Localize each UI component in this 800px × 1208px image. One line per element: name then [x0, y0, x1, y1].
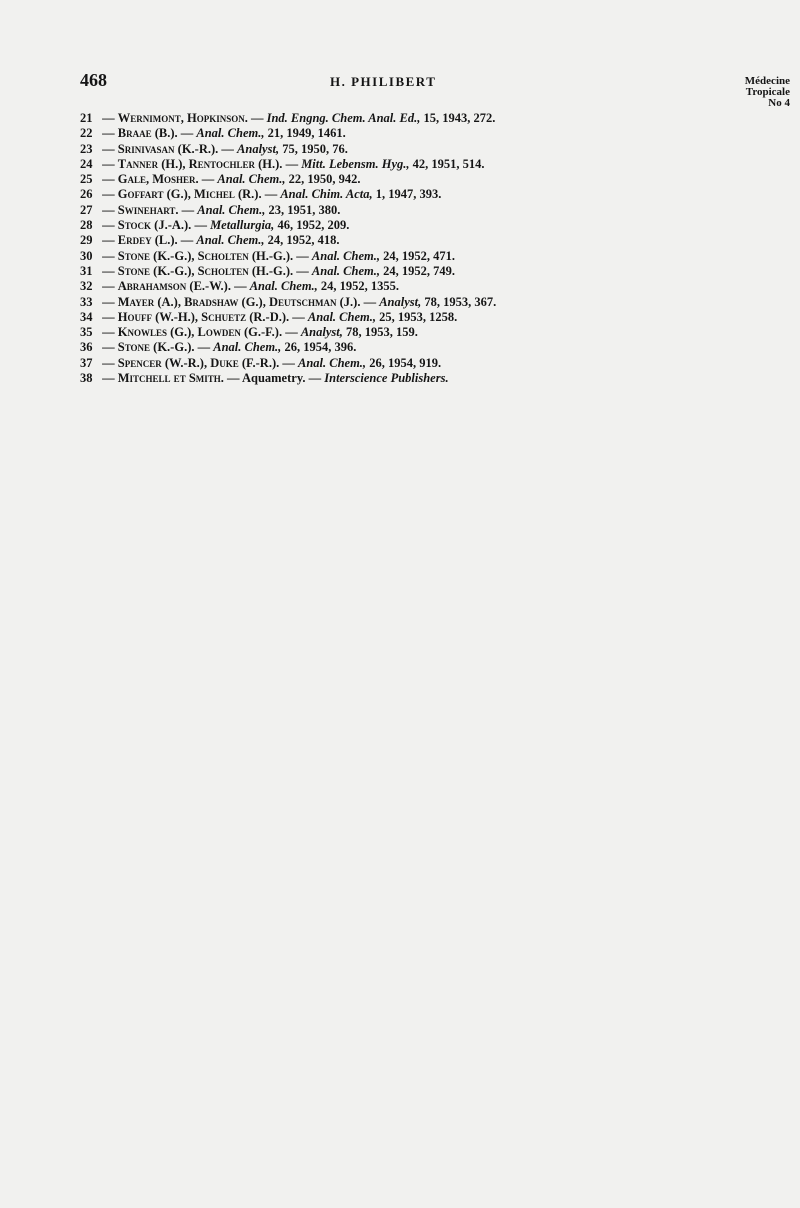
reference-details: 26, 1954, 919.: [366, 355, 442, 370]
reference-journal: Analyst,: [300, 325, 343, 340]
reference-separator: —: [247, 111, 267, 125]
reference-number: 21: [80, 111, 93, 125]
reference-authors: Knowles (G.), Lowden (G.-F.).: [117, 325, 283, 340]
reference-separator: —: [99, 111, 118, 125]
reference-item: [80, 233, 496, 248]
reference-number: 37: [80, 355, 93, 370]
journal-tag-line: Tropicale: [745, 86, 790, 98]
reference-journal: Anal. Chem.,: [197, 202, 266, 217]
reference-details: 75, 1950, 76.: [279, 141, 348, 156]
reference-authors: Srinivasan (K.-R.).: [117, 141, 219, 156]
reference-journal: Anal. Chem.,: [196, 126, 265, 141]
reference-separator: —: [293, 248, 312, 263]
reference-journal: Anal. Chem.,: [213, 340, 282, 355]
reference-separator: —: [99, 263, 118, 278]
reference-item: [80, 218, 496, 233]
reference-number: 30: [80, 248, 93, 263]
reference-separator: —: [194, 340, 214, 355]
reference-item: [80, 356, 496, 371]
reference-authors: Swinehart.: [117, 202, 179, 217]
journal-tag-line: No 4: [768, 97, 790, 109]
reference-separator: —: [99, 233, 118, 248]
reference-authors: Goffart (G.), Michel (R.).: [117, 187, 262, 202]
reference-separator: —: [99, 371, 118, 386]
reference-journal: Anal. Chem.,: [307, 309, 376, 324]
reference-item: [80, 187, 496, 202]
reference-number: 29: [80, 233, 93, 248]
reference-separator: —: [99, 355, 118, 370]
reference-details: 24, 1952, 1355.: [317, 279, 400, 294]
reference-authors: Stone (K.-G.), Scholten (H.-G.).: [117, 263, 294, 278]
reference-authors: Stone (K.-G.), Scholten (H.-G.).: [117, 248, 294, 263]
reference-item: [80, 340, 496, 355]
reference-separator: —: [99, 294, 118, 309]
reference-separator: —: [99, 325, 118, 340]
reference-number: 28: [80, 218, 93, 233]
reference-details: 26, 1954, 396.: [281, 340, 357, 355]
reference-journal: Analyst,: [379, 294, 422, 309]
reference-journal: Ind. Engng. Chem. Anal. Ed.,: [266, 111, 421, 125]
reference-authors: Mayer (A.), Bradshaw (G.), Deutschman (J.).: [117, 294, 361, 309]
reference-journal: Anal. Chem.,: [297, 355, 367, 370]
reference-journal: Anal. Chem.,: [311, 248, 380, 263]
reference-journal: Interscience Publishers.: [324, 371, 449, 386]
reference-item: [80, 142, 496, 157]
reference-details: 24, 1952, 471.: [380, 248, 455, 263]
reference-item: [80, 126, 496, 141]
reference-authors: Tanner (H.), Rentochler (H.).: [117, 156, 283, 171]
reference-authors: Braae (B.).: [117, 126, 178, 141]
reference-separator: — Aquametry. —: [223, 371, 325, 386]
reference-separator: —: [279, 355, 298, 370]
reference-separator: —: [230, 279, 250, 294]
reference-details: 21, 1949, 1461.: [264, 126, 346, 141]
reference-details: 22, 1950, 942.: [285, 172, 361, 187]
reference-number: 38: [80, 371, 93, 386]
reference-number: 33: [80, 294, 93, 309]
reference-number: 24: [80, 156, 93, 171]
reference-details: 78, 1953, 367.: [421, 294, 497, 309]
reference-details: 24, 1952, 418.: [264, 233, 340, 248]
reference-item: [80, 157, 496, 172]
reference-separator: —: [177, 233, 197, 248]
reference-separator: —: [289, 309, 308, 324]
reference-separator: —: [177, 126, 197, 141]
reference-authors: Stock (J.-A.).: [117, 218, 192, 233]
reference-details: 42, 1951, 514.: [409, 156, 485, 171]
reference-item: [80, 264, 496, 279]
reference-separator: —: [293, 263, 312, 278]
reference-journal: Anal. Chim. Acta,: [280, 187, 373, 202]
reference-number: 34: [80, 309, 93, 324]
reference-number: 31: [80, 263, 93, 278]
reference-item: [80, 325, 496, 340]
reference-separator: —: [99, 309, 118, 324]
reference-separator: —: [191, 218, 211, 233]
reference-separator: —: [99, 172, 118, 187]
reference-authors: Spencer (W.-R.), Duke (F.-R.).: [117, 355, 280, 370]
reference-authors: Stone (K.-G.).: [117, 340, 195, 355]
running-head: H. PHILIBERT: [330, 74, 437, 89]
reference-journal: Anal. Chem.,: [311, 263, 380, 278]
reference-item: [80, 172, 496, 187]
reference-separator: —: [99, 202, 118, 217]
reference-authors: Abrahamson (E.-W.).: [117, 279, 231, 294]
reference-number: 35: [80, 325, 93, 340]
reference-authors: Houff (W.-H.), Schuetz (R.-D.).: [117, 309, 290, 324]
reference-separator: —: [99, 340, 118, 355]
reference-item: [80, 111, 496, 126]
reference-number: 26: [80, 187, 93, 202]
reference-separator: —: [99, 126, 118, 141]
reference-item: [80, 371, 496, 386]
reference-number: 25: [80, 172, 93, 187]
reference-separator: —: [178, 202, 198, 217]
reference-number: 27: [80, 202, 93, 217]
reference-number: 23: [80, 141, 93, 156]
reference-list: [80, 111, 496, 386]
reference-journal: Anal. Chem.,: [217, 172, 286, 187]
reference-journal: Mitt. Lebensm. Hyg.,: [301, 156, 410, 171]
reference-details: 23, 1951, 380.: [265, 202, 341, 217]
reference-journal: Analyst,: [237, 141, 280, 156]
reference-separator: —: [99, 248, 118, 263]
reference-number: 32: [80, 279, 93, 294]
reference-authors: Erdey (L.).: [117, 233, 178, 248]
reference-number: 36: [80, 340, 93, 355]
reference-authors: Wernimont, Hopkinson.: [117, 111, 248, 125]
reference-number: 22: [80, 126, 93, 141]
reference-details: 15, 1943, 272.: [420, 111, 496, 125]
reference-authors: Mitchell et Smith.: [117, 371, 224, 386]
reference-separator: —: [99, 218, 118, 233]
reference-details: 46, 1952, 209.: [274, 218, 350, 233]
reference-separator: —: [198, 172, 218, 187]
journal-tag-line: Médecine: [744, 75, 790, 87]
reference-journal: Anal. Chem.,: [196, 233, 265, 248]
reference-separator: —: [99, 141, 118, 156]
reference-details: 25, 1953, 1258.: [376, 309, 458, 324]
reference-separator: —: [99, 156, 118, 171]
reference-separator: —: [282, 325, 301, 340]
reference-separator: —: [99, 279, 118, 294]
reference-separator: —: [261, 187, 281, 202]
journal-tag: [745, 76, 790, 109]
reference-details: 24, 1952, 749.: [380, 263, 455, 278]
reference-authors: Gale, Mosher.: [117, 172, 199, 187]
reference-item: [80, 279, 496, 294]
reference-separator: —: [218, 141, 238, 156]
reference-item: [80, 249, 496, 264]
reference-journal: Anal. Chem.,: [249, 279, 318, 294]
reference-separator: —: [282, 156, 302, 171]
reference-details: 1, 1947, 393.: [372, 187, 442, 202]
reference-item: [80, 310, 496, 325]
page-number: 468: [80, 70, 107, 90]
reference-separator: —: [99, 187, 118, 202]
reference-journal: Metallurgia,: [210, 218, 275, 233]
reference-item: [80, 203, 496, 218]
reference-separator: —: [360, 294, 380, 309]
reference-details: 78, 1953, 159.: [342, 325, 418, 340]
reference-item: [80, 295, 496, 310]
